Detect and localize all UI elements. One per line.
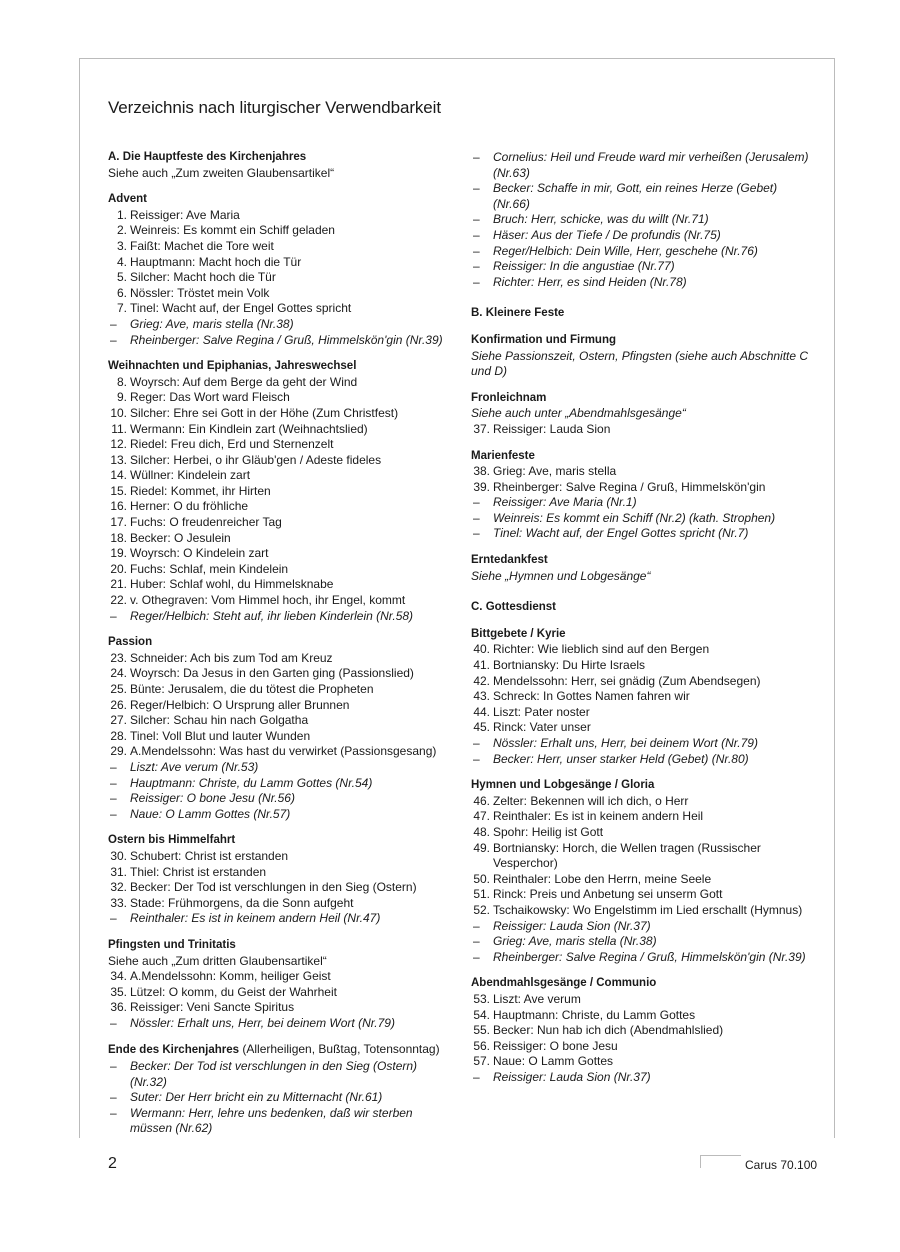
item-number: 19.: [110, 546, 127, 561]
item-text: Grieg: Ave, maris stella (Nr.38): [493, 934, 657, 949]
item-text: Tinel: Wacht auf, der Engel Gottes spricht (Nr.7): [493, 526, 749, 541]
item-text: Nössler: Erhalt uns, Herr, bei deinem Wort (Nr.79): [493, 736, 758, 750]
list-item: [108, 729, 453, 745]
cross-reference-item: [471, 950, 816, 966]
item-text: Richter: Wie lieblich sind auf den Bergen: [493, 642, 710, 657]
list-item: [471, 903, 816, 919]
list-item: [471, 825, 816, 841]
item-text: Reinthaler: Lobe den Herrn, meine Seele: [493, 871, 712, 886]
item-number: 14.: [110, 468, 127, 483]
item-number: 10.: [110, 405, 127, 420]
section-heading: C. Gottesdienst: [471, 601, 556, 614]
item-number: 11.: [111, 421, 127, 436]
item-text: Stade: Frühmorgens, da die Sonn aufgeht: [130, 895, 354, 910]
item-text: Fuchs: O freudenreicher Tag: [130, 515, 282, 530]
subsection-heading: Advent: [108, 193, 147, 206]
item-number: 24.: [110, 666, 127, 681]
item-text: Hauptmann: Macht hoch die Tür: [130, 254, 302, 269]
cross-reference-item: [108, 1059, 453, 1090]
subsection-heading: Erntedankfest: [471, 554, 548, 567]
item-text: Bortniansky: Du Hirte Israels: [493, 658, 646, 673]
subsection-heading: Konfirmation und Firmung: [471, 333, 617, 346]
item-text: Richter: Herr, es sind Heiden (Nr.78): [493, 274, 687, 289]
cross-reference-item: [108, 911, 453, 927]
item-number: –: [473, 949, 480, 964]
cross-reference-item: [471, 228, 816, 244]
item-number: –: [110, 775, 117, 790]
item-number: –: [473, 181, 480, 196]
cross-reference-item: [108, 333, 453, 349]
cross-reference-item: [471, 212, 816, 228]
item-number: 49.: [473, 840, 490, 855]
item-number: 50.: [473, 871, 490, 886]
item-number: 5.: [116, 270, 127, 285]
item-text: Spohr: Heilig ist Gott: [493, 824, 604, 839]
list-item: [108, 698, 453, 714]
item-number: 38.: [473, 464, 490, 479]
item-number: 3.: [116, 238, 127, 253]
item-text: Hauptmann: Christe, du Lamm Gottes (Nr.54): [130, 775, 373, 790]
item-number: –: [473, 510, 480, 525]
item-text: Nössler: Tröstet mein Volk: [130, 285, 270, 300]
list-item: [108, 562, 453, 578]
item-text: Reinthaler: Es ist in keinem andern Heil: [493, 809, 704, 824]
item-number: –: [110, 1015, 117, 1030]
list-item: [108, 422, 453, 438]
item-text: Rinck: Vater unser: [493, 720, 591, 735]
list-item: [108, 682, 453, 698]
list-item: [108, 713, 453, 729]
item-text: Weinreis: Es kommt ein Schiff geladen: [130, 223, 335, 238]
item-number: –: [473, 751, 480, 766]
section-heading: B. Kleinere Feste: [471, 307, 565, 320]
item-text: Wüllner: Kindelein zart: [130, 468, 251, 483]
item-number: 44.: [473, 704, 490, 719]
list-item: [108, 484, 453, 500]
item-text: Reger/Helbich: Dein Wille, Herr, geschehe (Nr.76): [493, 243, 758, 258]
list-item: [108, 453, 453, 469]
cross-reference-item: [471, 244, 816, 260]
list-item: [471, 658, 816, 674]
item-number: 43.: [473, 689, 490, 704]
item-text: Becker: Der Tod ist verschlungen in den Sieg (Ostern) (Nr.32): [130, 1059, 418, 1089]
subsection-heading: Fronleichnam: [471, 391, 547, 404]
item-text: Reissiger: O bone Jesu: [493, 1038, 618, 1053]
item-text: Woyrsch: O Kindelein zart: [130, 546, 269, 561]
page-frame-top: [79, 58, 834, 59]
item-text: Becker: Nun hab ich dich (Abendmahlslied): [493, 1023, 724, 1038]
cross-reference-item: [471, 752, 816, 768]
item-text: Schubert: Christ ist erstanden: [130, 848, 289, 863]
note-text: Siehe „Hymnen und Lobgesänge“: [471, 568, 651, 583]
item-number: –: [473, 243, 480, 258]
item-number: 22.: [110, 593, 127, 608]
item-text: Weinreis: Es kommt ein Schiff (Nr.2) (kath. Strophen): [493, 510, 776, 525]
item-text: Reissiger: Lauda Sion (Nr.37): [493, 918, 651, 933]
item-text: Reissiger: Veni Sancte Spiritus: [130, 1000, 295, 1015]
item-number: –: [110, 806, 117, 821]
list-item: [108, 286, 453, 302]
list-item: [108, 666, 453, 682]
item-number: –: [473, 736, 480, 750]
item-number: –: [110, 608, 117, 623]
item-number: 27.: [110, 713, 127, 728]
item-number: 4.: [116, 254, 127, 269]
cross-reference-item: [471, 1070, 816, 1086]
item-text: Woyrsch: Da Jesus in den Garten ging (Passionslied): [130, 666, 414, 681]
page-title: Verzeichnis nach liturgischer Verwendbarkeit: [108, 98, 441, 117]
item-text: Rheinberger: Salve Regina / Gruß, Himmelskön'gin (Nr.39): [130, 332, 443, 347]
item-text: Mendelssohn: Herr, sei gnädig (Zum Abendsegen): [493, 673, 761, 688]
item-text: Riedel: Freu dich, Erd und Sternenzelt: [130, 437, 334, 452]
item-text: Bünte: Jerusalem, die du tötest die Propheten: [130, 682, 374, 696]
item-text: Silcher: Ehre sei Gott in der Höhe (Zum Christfest): [130, 405, 399, 420]
item-text: Hauptmann: Christe, du Lamm Gottes: [493, 1007, 696, 1022]
item-text: Lützel: O komm, du Geist der Wahrheit: [130, 984, 337, 999]
item-number: –: [473, 526, 480, 541]
list-item: [108, 301, 453, 317]
cross-reference-item: [108, 317, 453, 333]
item-number: 9.: [116, 390, 127, 405]
item-text: Reger/Helbich: Steht auf, ihr lieben Kinderlein (Nr.58): [130, 608, 414, 623]
right-column: [471, 150, 816, 1085]
subsection-heading: Weihnachten und Epiphanias, Jahreswechsel: [108, 360, 357, 373]
item-number: 52.: [473, 902, 490, 917]
note-text: Siehe Passionszeit, Ostern, Pfingsten (siehe auch Abschnitte C und D): [471, 348, 809, 379]
cross-reference-item: [108, 1016, 453, 1032]
item-text: Thiel: Christ ist erstanden: [130, 864, 267, 879]
item-text: Huber: Schlaf wohl, du Himmelsknabe: [130, 577, 334, 592]
item-text: Liszt: Ave verum (Nr.53): [130, 759, 259, 774]
item-number: 12.: [110, 437, 127, 452]
list-item: [471, 1008, 816, 1024]
item-text: Reissiger: In die angustiae (Nr.77): [493, 259, 675, 274]
cross-reference-item: [108, 760, 453, 776]
list-item: [108, 437, 453, 453]
subsection-heading: Pfingsten und Trinitatis: [108, 938, 236, 951]
list-item: [108, 546, 453, 562]
cross-reference-item: [108, 791, 453, 807]
item-number: 47.: [473, 809, 490, 824]
item-text: Rheinberger: Salve Regina / Gruß, Himmelskön'gin (Nr.39): [493, 949, 806, 964]
list-item: [108, 577, 453, 593]
list-item: [108, 468, 453, 484]
list-item: [108, 375, 453, 391]
list-item: [471, 872, 816, 888]
list-item: [108, 223, 453, 239]
item-text: Naue: O Lamm Gottes (Nr.57): [130, 806, 291, 821]
list-item: [108, 390, 453, 406]
cross-reference-item: [471, 181, 816, 212]
item-text: Rheinberger: Salve Regina / Gruß, Himmelskön'gin: [493, 479, 766, 494]
page-frame-left: [79, 58, 80, 1138]
item-number: 46.: [473, 793, 490, 808]
item-number: 57.: [473, 1054, 490, 1069]
cross-reference-item: [471, 259, 816, 275]
item-number: 41.: [473, 658, 490, 673]
page-frame-right: [834, 58, 835, 1138]
item-number: 17.: [110, 515, 127, 530]
item-text: Becker: O Jesulein: [130, 530, 231, 545]
item-text: Herner: O du fröhliche: [130, 499, 249, 514]
item-text: Reissiger: Ave Maria: [130, 207, 240, 222]
item-text: Liszt: Pater noster: [493, 704, 590, 719]
item-number: 34.: [110, 969, 127, 984]
cross-reference-item: [471, 934, 816, 950]
item-text: v. Othegraven: Vom Himmel hoch, ihr Engel, kommt: [130, 593, 406, 608]
item-text: Fuchs: Schlaf, mein Kindelein: [130, 561, 289, 576]
item-number: 16.: [110, 499, 127, 514]
item-text: Bruch: Herr, schicke, was du willt (Nr.71): [493, 212, 709, 227]
list-item: [108, 744, 453, 760]
list-item: [471, 464, 816, 480]
subsection-heading: Passion: [108, 636, 153, 649]
item-number: 15.: [110, 483, 127, 498]
item-text: Silcher: Schau hin nach Golgatha: [130, 713, 309, 728]
item-text: Reinthaler: Es ist in keinem andern Heil (Nr.47): [130, 911, 381, 926]
list-item: [108, 865, 453, 881]
item-text: A.Mendelssohn: Komm, heiliger Geist: [130, 969, 331, 984]
cross-reference-item: [108, 807, 453, 823]
item-number: 54.: [473, 1007, 490, 1022]
item-number: 31.: [110, 864, 127, 879]
item-number: –: [473, 495, 480, 510]
cross-reference-item: [108, 609, 453, 625]
item-text: Silcher: Macht hoch die Tür: [130, 270, 276, 285]
item-number: 53.: [473, 991, 490, 1006]
cross-reference-item: [108, 776, 453, 792]
item-text: Reger: Das Wort ward Fleisch: [130, 390, 290, 405]
subsection-heading: Hymnen und Lobgesänge / Gloria: [471, 779, 655, 792]
item-number: –: [110, 791, 117, 806]
section-heading: A. Die Hauptfeste des Kirchenjahres: [108, 151, 307, 163]
page-number: 2: [108, 1155, 117, 1172]
item-text: Becker: Schaffe in mir, Gott, ein reines Herze (Gebet) (Nr.66): [493, 181, 778, 211]
list-item: [471, 809, 816, 825]
item-number: 33.: [110, 895, 127, 910]
item-number: 36.: [110, 1000, 127, 1015]
item-text: Häser: Aus der Tiefe / De profundis (Nr.75): [493, 227, 721, 242]
item-number: 30.: [110, 848, 127, 863]
list-item: [471, 480, 816, 496]
item-text: Tinel: Wacht auf, der Engel Gottes spricht: [130, 301, 352, 316]
item-text: Cornelius: Heil und Freude ward mir verheißen (Jerusalem) (Nr.63): [493, 150, 809, 180]
cross-reference-item: [471, 511, 816, 527]
item-text: Faißt: Machet die Tore weit: [130, 238, 274, 253]
item-text: Reger/Helbich: O Ursprung aller Brunnen: [130, 697, 350, 712]
item-text: Reissiger: Lauda Sion: [493, 421, 611, 436]
item-number: 23.: [110, 650, 127, 665]
item-number: 56.: [473, 1038, 490, 1053]
list-item: [108, 270, 453, 286]
list-item: [108, 651, 453, 667]
list-item: [108, 849, 453, 865]
item-number: 42.: [473, 673, 490, 688]
item-number: 6.: [116, 285, 127, 300]
item-text: Silcher: Herbei, o ihr Gläub'gen / Adeste fideles: [130, 452, 382, 467]
item-number: –: [110, 316, 117, 331]
cross-reference-item: [471, 150, 816, 181]
list-item: [471, 1054, 816, 1070]
subsection-heading: Ostern bis Himmelfahrt: [108, 834, 236, 847]
list-item: [471, 689, 816, 705]
list-item: [108, 239, 453, 255]
list-item: [471, 1039, 816, 1055]
item-text: Wermann: Ein Kindlein zart (Weihnachtslied): [130, 421, 368, 436]
cross-reference-item: [471, 736, 816, 752]
item-text: Reissiger: O bone Jesu (Nr.56): [130, 791, 295, 806]
footer-rule: [700, 1155, 741, 1168]
item-number: 35.: [110, 984, 127, 999]
list-item: [471, 841, 816, 872]
item-text: Naue: O Lamm Gottes: [493, 1054, 614, 1069]
item-text: Riedel: Kommet, ihr Hirten: [130, 483, 271, 498]
list-item: [108, 531, 453, 547]
cross-reference-item: [471, 919, 816, 935]
item-text: Woyrsch: Auf dem Berge da geht der Wind: [130, 374, 358, 389]
list-item: [108, 880, 453, 896]
list-item: [108, 593, 453, 609]
subsection-heading: Abendmahlsgesänge / Communio: [471, 977, 657, 990]
item-text: A.Mendelssohn: Was hast du verwirket (Passionsgesang): [130, 744, 437, 759]
list-item: [471, 887, 816, 903]
item-text: Reissiger: Ave Maria (Nr.1): [493, 495, 637, 510]
note-text: Siehe auch unter „Abendmahlsgesänge“: [471, 406, 686, 421]
item-number: 28.: [110, 728, 127, 743]
item-text: Becker: Der Tod ist verschlungen in den Sieg (Ostern): [130, 880, 417, 895]
subsection-heading: Ende des Kirchenjahres (Allerheiligen, Bußtag, Totensonntag): [108, 1042, 440, 1057]
item-number: –: [110, 759, 117, 774]
item-number: 55.: [473, 1023, 490, 1038]
item-number: 1.: [116, 207, 127, 222]
list-item: [108, 255, 453, 271]
item-text: Zelter: Bekennen will ich dich, o Herr: [493, 793, 689, 808]
item-number: 20.: [110, 561, 127, 576]
catalog-number: Carus 70.100: [745, 1158, 818, 1172]
item-text: Grieg: Ave, maris stella: [493, 464, 617, 479]
list-item: [471, 705, 816, 721]
list-item: [471, 1023, 816, 1039]
left-column: [108, 150, 453, 1137]
item-text: Schneider: Ach bis zum Tod am Kreuz: [130, 650, 333, 665]
item-number: 13.: [110, 452, 127, 467]
item-number: –: [110, 332, 117, 347]
item-number: 39.: [473, 479, 490, 494]
item-number: 51.: [473, 887, 490, 902]
list-item: [471, 422, 816, 438]
item-number: –: [110, 1105, 117, 1120]
list-item: [471, 992, 816, 1008]
list-item: [108, 985, 453, 1001]
item-number: –: [473, 150, 480, 164]
item-text: Schreck: In Gottes Namen fahren wir: [493, 689, 690, 704]
list-item: [108, 499, 453, 515]
cross-reference-item: [108, 1090, 453, 1106]
item-text: Grieg: Ave, maris stella (Nr.38): [130, 316, 294, 331]
item-number: –: [110, 1090, 117, 1105]
item-number: 21.: [110, 577, 127, 592]
list-item: [108, 515, 453, 531]
item-number: 26.: [110, 697, 127, 712]
item-number: 2.: [116, 223, 127, 238]
item-text: Liszt: Ave verum: [493, 991, 581, 1006]
item-number: 37.: [473, 421, 490, 436]
list-item: [471, 720, 816, 736]
item-number: 25.: [110, 682, 127, 696]
item-number: 8.: [116, 374, 127, 389]
item-text: Tschaikowsky: Wo Engelstimm im Lied erschallt (Hymnus): [493, 902, 803, 917]
item-text: Tinel: Voll Blut und lauter Wunden: [130, 728, 311, 743]
item-number: 48.: [473, 824, 490, 839]
item-text: Suter: Der Herr bricht ein zu Mitternacht (Nr.61): [130, 1090, 383, 1105]
item-text: Becker: Herr, unser starker Held (Gebet) (Nr.80): [493, 751, 749, 766]
item-number: –: [473, 918, 480, 933]
list-item: [108, 1000, 453, 1016]
subsection-heading: Marienfeste: [471, 449, 535, 462]
item-text: Reissiger: Lauda Sion (Nr.37): [493, 1069, 651, 1084]
list-item: [471, 642, 816, 658]
item-number: 45.: [473, 720, 490, 735]
item-text: Nössler: Erhalt uns, Herr, bei deinem Wort (Nr.79): [130, 1015, 395, 1030]
item-number: –: [110, 1059, 117, 1074]
item-number: –: [473, 227, 480, 242]
item-number: 29.: [110, 744, 127, 759]
item-number: 40.: [473, 642, 490, 657]
item-number: –: [473, 274, 480, 289]
item-text: Wermann: Herr, lehre uns bedenken, daß wir sterben müssen (Nr.62): [130, 1105, 413, 1136]
item-number: 18.: [110, 530, 127, 545]
cross-reference-item: [471, 495, 816, 511]
item-number: 32.: [110, 880, 127, 895]
note-text: Siehe auch „Zum dritten Glaubensartikel“: [108, 953, 327, 968]
cross-reference-item: [471, 526, 816, 542]
item-number: –: [473, 259, 480, 274]
item-text: Rinck: Preis und Anbetung sei unserm Gott: [493, 887, 723, 902]
list-item: [108, 969, 453, 985]
note-text: Siehe auch „Zum zweiten Glaubensartikel“: [108, 165, 335, 180]
cross-reference-item: [108, 1106, 453, 1137]
item-number: 7.: [116, 301, 127, 316]
cross-reference-item: [471, 275, 816, 291]
list-item: [108, 896, 453, 912]
subsection-heading: Bittgebete / Kyrie: [471, 627, 566, 640]
list-item: [108, 208, 453, 224]
item-text: Bortniansky: Horch, die Wellen tragen (Russischer Vesperchor): [493, 840, 761, 871]
list-item: [108, 406, 453, 422]
item-number: –: [110, 911, 117, 926]
list-item: [471, 674, 816, 690]
list-item: [471, 794, 816, 810]
item-number: –: [473, 934, 480, 949]
item-number: –: [473, 212, 480, 227]
item-number: –: [473, 1069, 480, 1084]
